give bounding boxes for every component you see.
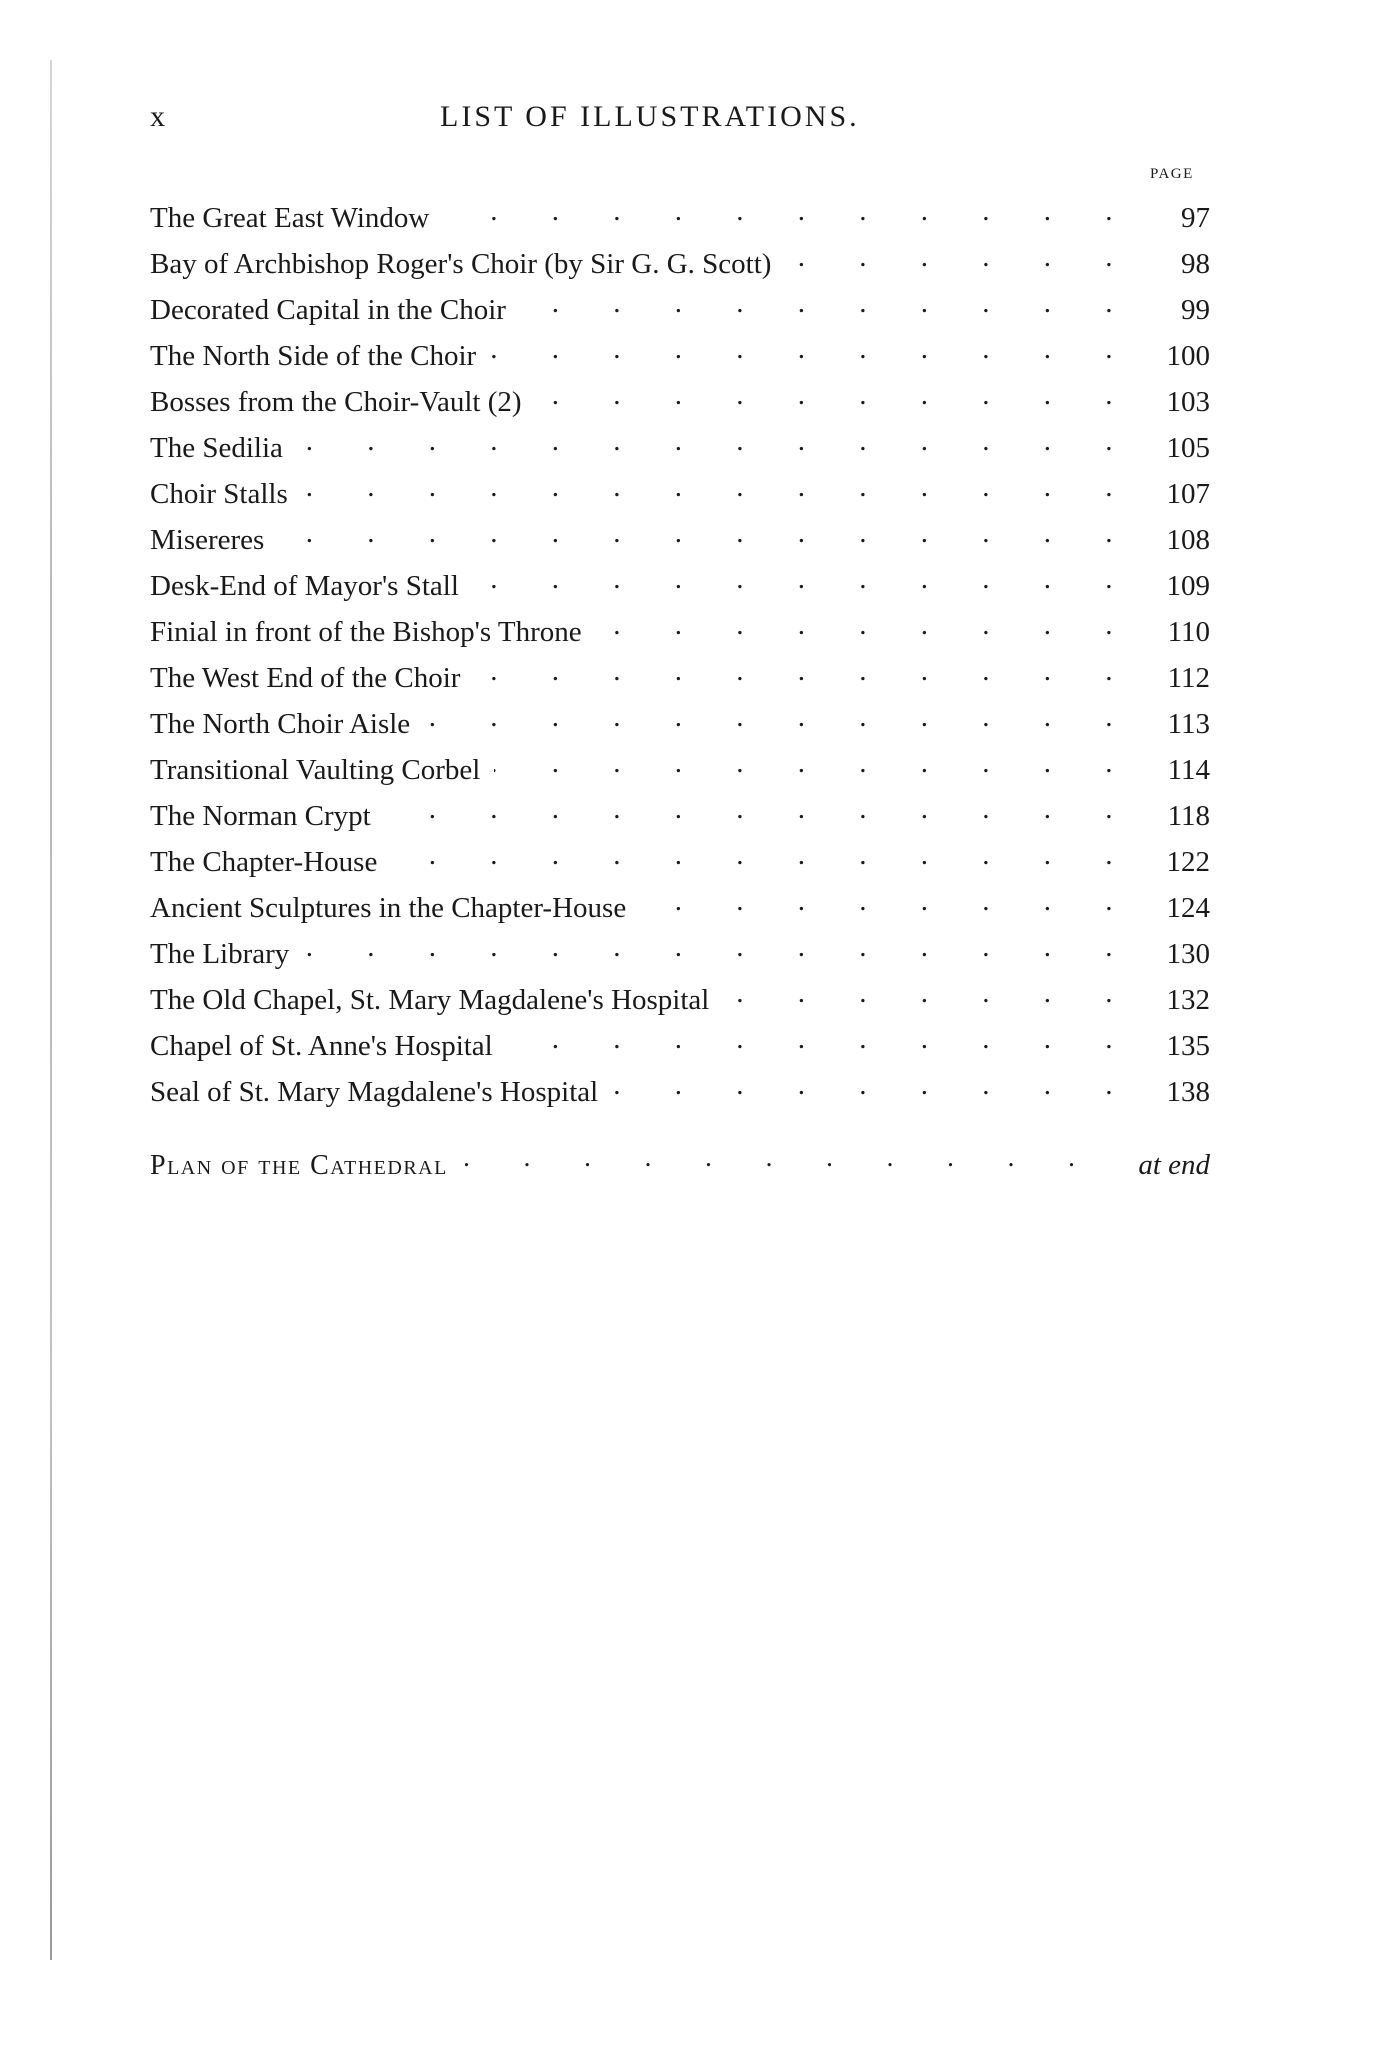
entry-page: 100 (1166, 340, 1210, 372)
entry-title: Finial in front of the Bishop's Throne (150, 616, 582, 648)
list-item (150, 1023, 1210, 1069)
binding-edge (50, 60, 52, 1960)
list-item (150, 609, 1210, 655)
entry-title: The Library (150, 938, 290, 970)
entry-title: The North Choir Aisle (150, 708, 411, 740)
list-item (150, 655, 1210, 701)
entry-title: Ancient Sculptures in the Chapter-House (150, 892, 627, 924)
entry-page: 113 (1167, 708, 1210, 740)
dot-leader (385, 793, 1136, 825)
dot-leader (490, 333, 1136, 365)
entry-page: 112 (1167, 662, 1210, 694)
entry-page: 135 (1166, 1030, 1210, 1062)
plan-entry (150, 1142, 1210, 1182)
dot-leader (494, 747, 1136, 779)
entry-page: 118 (1167, 800, 1210, 832)
dot-leader (596, 609, 1136, 641)
entry-page: 97 (1181, 202, 1210, 234)
entry-page: 105 (1166, 432, 1210, 464)
entry-page: 109 (1166, 570, 1210, 602)
entry-title: Chapel of St. Anne's Hospital (150, 1030, 493, 1062)
entry-page: 114 (1167, 754, 1210, 786)
dot-leader (536, 379, 1136, 411)
entry-title: Desk-End of Mayor's Stall (150, 570, 459, 602)
list-item (150, 471, 1210, 517)
entry-page: 130 (1166, 938, 1210, 970)
dot-leader (424, 701, 1136, 733)
dot-leader (612, 1069, 1136, 1101)
entry-page: 122 (1166, 846, 1210, 878)
plan-page: at end (1138, 1149, 1210, 1181)
entry-title: The Sedilia (150, 432, 283, 464)
dot-leader (640, 885, 1136, 917)
dot-leader (443, 195, 1136, 227)
entry-title: The Old Chapel, St. Mary Magdalene's Hospital (150, 984, 710, 1016)
list-item (150, 839, 1210, 885)
entry-page: 107 (1166, 478, 1210, 510)
list-item (150, 747, 1210, 793)
dot-leader (303, 931, 1136, 963)
entry-page: 98 (1181, 248, 1210, 280)
entry-page: 99 (1181, 294, 1210, 326)
entry-page: 110 (1167, 616, 1210, 648)
dot-leader (391, 839, 1136, 871)
dot-leader (723, 977, 1136, 1009)
dot-leader (278, 517, 1136, 549)
entry-title: Misereres (150, 524, 265, 556)
entry-title: Seal of St. Mary Magdalene's Hospital (150, 1076, 599, 1108)
entry-page: 124 (1166, 892, 1210, 924)
entry-title: The West End of the Choir (150, 662, 461, 694)
entry-title: The Norman Crypt (150, 800, 371, 832)
list-item (150, 885, 1210, 931)
list-item (150, 241, 1210, 287)
dot-leader (785, 241, 1136, 273)
entry-title: The North Side of the Choir (150, 340, 477, 372)
dot-leader (462, 1142, 1098, 1174)
list-item (150, 195, 1210, 241)
entry-page: 103 (1166, 386, 1210, 418)
entry-title: Choir Stalls (150, 478, 288, 510)
list-item (150, 977, 1210, 1023)
dot-leader (473, 563, 1136, 595)
entry-title: The Chapter-House (150, 846, 378, 878)
list-item (150, 701, 1210, 747)
dot-leader (474, 655, 1136, 687)
entry-title: Bosses from the Choir-Vault (2) (150, 386, 522, 418)
entry-title: The Great East Window (150, 202, 430, 234)
list-item (150, 425, 1210, 471)
list-item (150, 287, 1210, 333)
entry-page: 108 (1166, 524, 1210, 556)
running-head: LIST OF ILLUSTRATIONS. (440, 100, 860, 133)
dot-leader (520, 287, 1136, 319)
illustration-list (150, 195, 1210, 1115)
list-item (150, 379, 1210, 425)
list-item (150, 563, 1210, 609)
entry-title: Bay of Archbishop Roger's Choir (by Sir G. G. Scott) (150, 248, 772, 280)
entry-title: Decorated Capital in the Choir (150, 294, 506, 326)
dot-leader (302, 471, 1136, 503)
page-number: x (150, 100, 166, 133)
list-item (150, 1069, 1210, 1115)
page-column-label: PAGE (1150, 166, 1194, 182)
list-item (150, 931, 1210, 977)
plan-title: Plan of the Cathedral (150, 1150, 448, 1181)
dot-leader (507, 1023, 1136, 1055)
dot-leader (297, 425, 1136, 457)
entry-title: Transitional Vaulting Corbel (150, 754, 481, 786)
entry-page: 138 (1166, 1076, 1210, 1108)
list-item (150, 333, 1210, 379)
list-item (150, 793, 1210, 839)
list-item (150, 517, 1210, 563)
entry-page: 132 (1166, 984, 1210, 1016)
